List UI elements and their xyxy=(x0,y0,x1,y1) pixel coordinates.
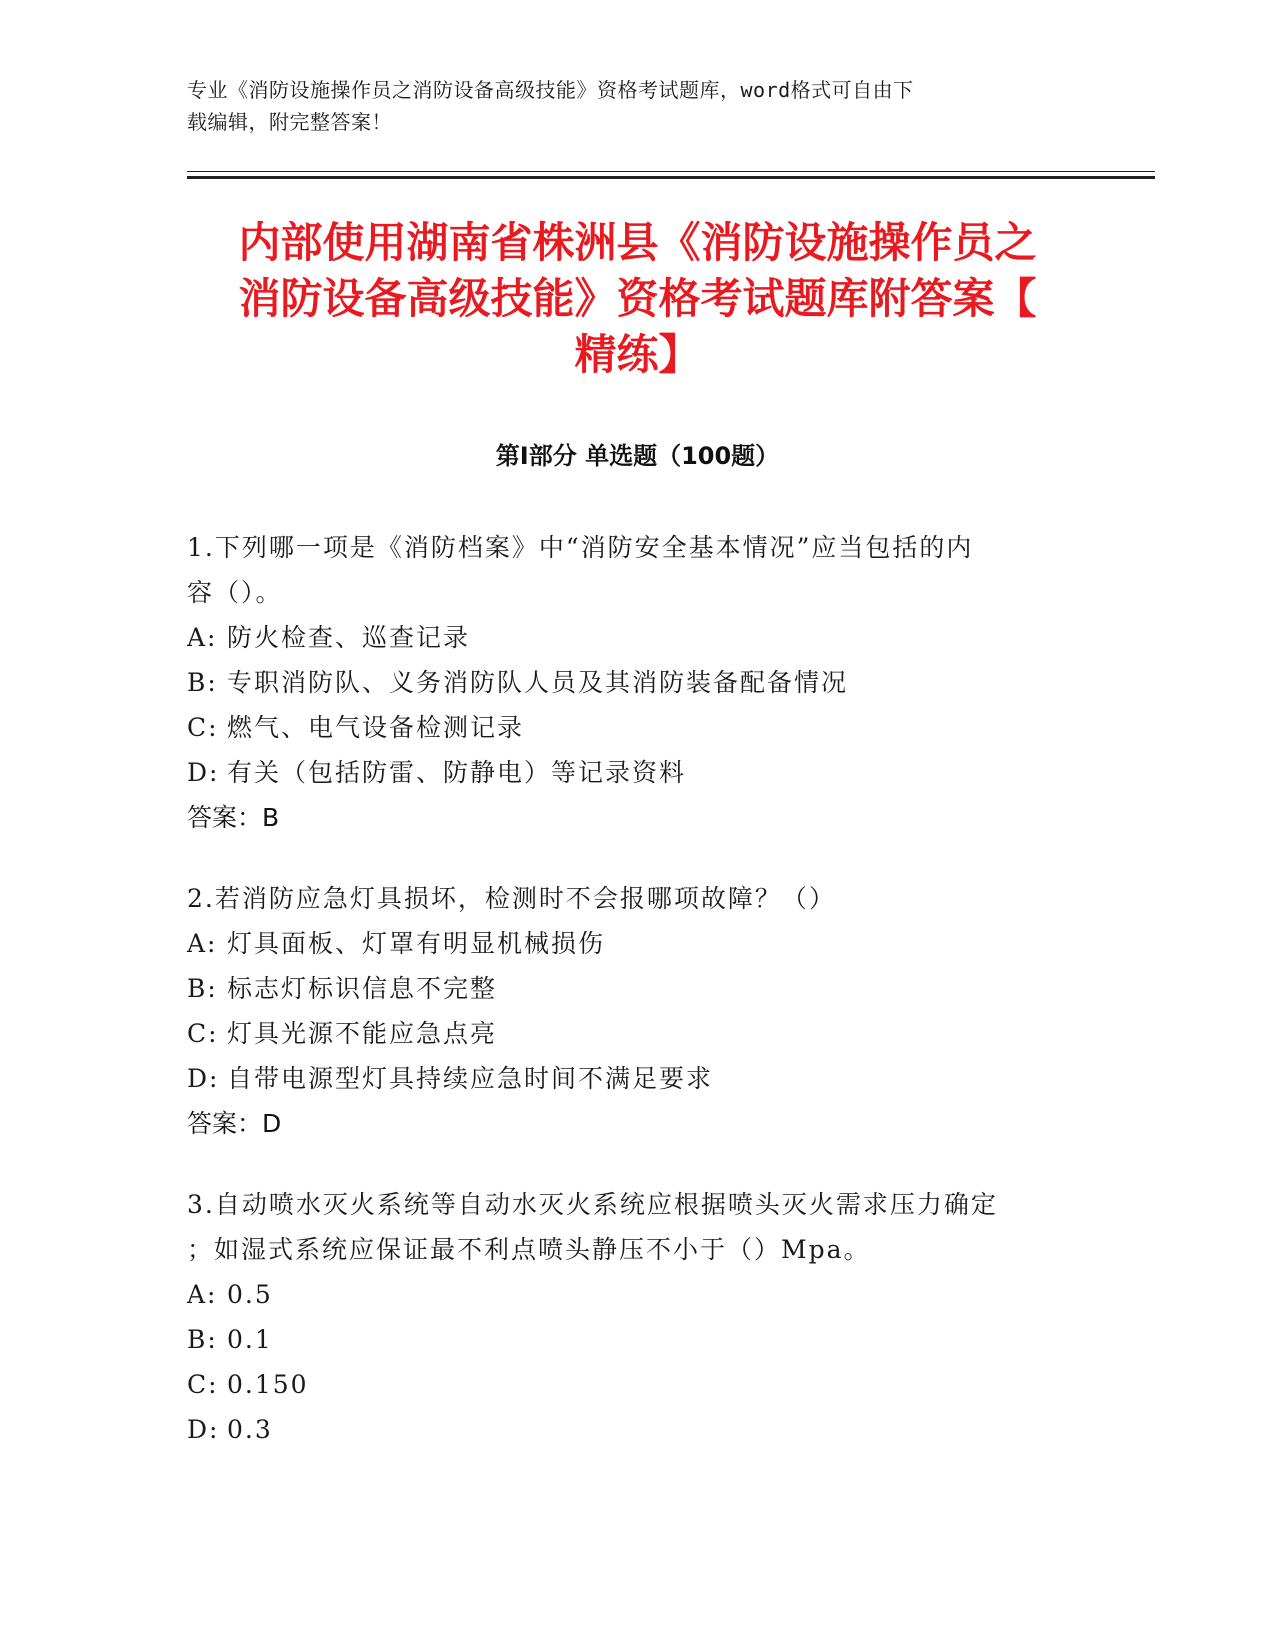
option-text: 专职消防队、义务消防队人员及其消防装备配备情况 xyxy=(227,668,849,697)
question-text-line1: 2.若消防应急灯具损坏，检测时不会报哪项故障？（） xyxy=(187,884,836,913)
header-divider-thin xyxy=(187,171,1155,172)
question-3 xyxy=(187,1182,1067,1452)
option-b xyxy=(187,966,1067,1011)
header-note-line1: 专业《消防设施操作员之消防设备高级技能》资格考试题库，word格式可自由下 xyxy=(187,78,914,102)
option-key: D: xyxy=(187,1415,220,1444)
option-a xyxy=(187,1272,1067,1317)
option-c xyxy=(187,705,1067,750)
option-key: A: xyxy=(187,1280,218,1309)
option-text: 灯具面板、灯罩有明显机械损伤 xyxy=(227,929,606,958)
header-note-line2: 载编辑，附完整答案！ xyxy=(187,110,392,134)
option-b xyxy=(187,660,1067,705)
option-key: B: xyxy=(187,1325,218,1354)
option-text: 防火检查、巡查记录 xyxy=(227,623,471,652)
option-b xyxy=(187,1317,1067,1362)
option-text: 0.1 xyxy=(227,1325,273,1354)
title-line2: 消防设备高级技能》资格考试题库附答案【 xyxy=(238,274,1037,323)
option-text: 灯具光源不能应急点亮 xyxy=(227,1019,498,1048)
option-d xyxy=(187,750,1067,795)
option-key: D: xyxy=(187,1064,220,1093)
option-key: A: xyxy=(187,929,218,958)
option-a xyxy=(187,921,1067,966)
option-d xyxy=(187,1407,1067,1452)
option-c xyxy=(187,1362,1067,1407)
option-key: B: xyxy=(187,974,218,1003)
question-text-line2: 容（）。 xyxy=(187,578,283,607)
option-text: 0.150 xyxy=(227,1370,309,1399)
header-divider-thick xyxy=(187,176,1155,179)
option-text: 燃气、电气设备检测记录 xyxy=(227,713,525,742)
title-line1: 内部使用湖南省株洲县《消防设施操作员之 xyxy=(238,218,1037,267)
answer-label: 答案：D xyxy=(187,1109,282,1138)
option-key: A: xyxy=(187,623,218,652)
title-line3: 精练】 xyxy=(574,330,701,379)
option-key: C: xyxy=(187,1019,219,1048)
option-text: 有关（包括防雷、防静电）等记录资料 xyxy=(227,758,687,787)
option-a xyxy=(187,615,1067,660)
option-key: C: xyxy=(187,1370,219,1399)
option-key: D: xyxy=(187,758,220,787)
option-key: B: xyxy=(187,668,218,697)
option-text: 0.3 xyxy=(227,1415,273,1444)
question-text-line2: ；如湿式系统应保证最不利点喷头静压不小于（）Mpa。 xyxy=(187,1235,871,1264)
question-1 xyxy=(187,525,1067,840)
option-text: 自带电源型灯具持续应急时间不满足要求 xyxy=(227,1064,714,1093)
question-text-line1: 1.下列哪一项是《消防档案》中“消防安全基本情况”应当包括的内 xyxy=(187,533,974,562)
option-c xyxy=(187,1011,1067,1056)
option-d xyxy=(187,1056,1067,1101)
section-heading: 第Ⅰ部分 单选题（100题） xyxy=(495,442,780,470)
option-text: 标志灯标识信息不完整 xyxy=(227,974,498,1003)
document-title xyxy=(150,215,1125,383)
question-2 xyxy=(187,876,1067,1146)
option-text: 0.5 xyxy=(227,1280,273,1309)
option-key: C: xyxy=(187,713,219,742)
header-note xyxy=(187,74,1067,138)
answer-label: 答案：B xyxy=(187,803,280,832)
question-text-line1: 3.自动喷水灭火系统等自动水灭火系统应根据喷头灭火需求压力确定 xyxy=(187,1190,998,1219)
